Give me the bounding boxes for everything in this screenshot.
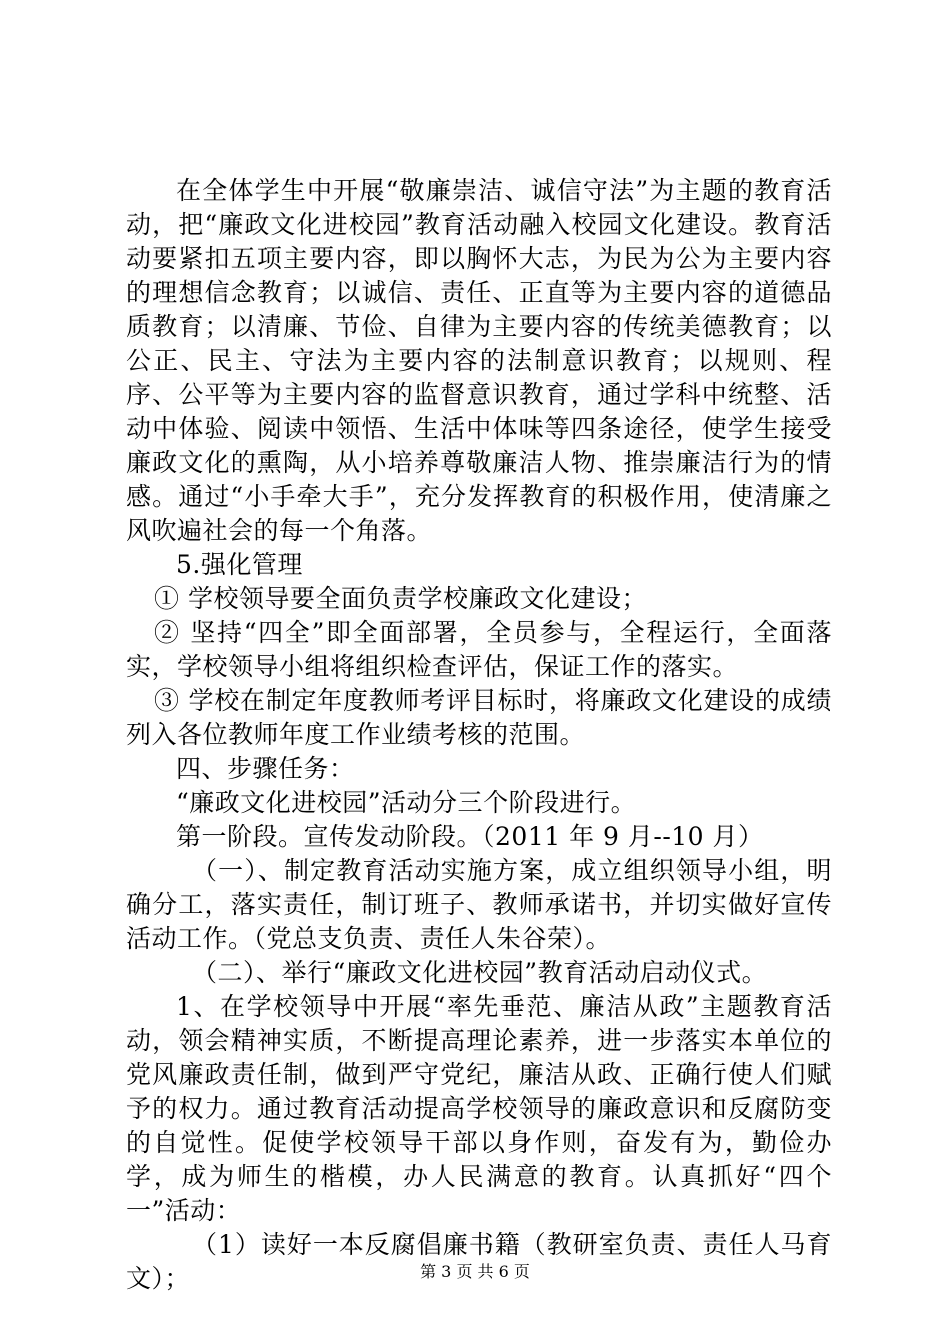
paragraph-read-book: （1）读好一本反腐倡廉书籍（教研室负责、责任人马育文）；	[126, 1230, 832, 1293]
list-item-1: ① 学校领导要全面负责学校廉政文化建设；	[154, 584, 647, 613]
document-body	[126, 174, 832, 1296]
list-item-3: ③ 学校在制定年度教师考评目标时，将廉政文化建设的成绩列入各位教师年度工作业绩考核的范围。	[126, 686, 832, 749]
paragraph-student-education: 在全体学生中开展“敬廉崇洁、诚信守法”为主题的教育活动，把“廉政文化进校园”教育活动融入校园文化建设。教育活动要紧扣五项主要内容，即以胸怀大志，为民为公为主要内容的理想信念教育；以诚信、责任、正直等为主要内容的道德品质教育；以清廉、节俭、自律为主要内容的传统美德教育；以公正、民主、守法为主要内容的法制意识教育；以规则、程序、公平等为主要内容的监督意识教育，通过学科中统整、活动中体验、阅读中领悟、生活中体味等四条途径，使学生接受廉政文化的熏陶，从小培养尊敬廉洁人物、推崇廉洁行为的情感。通过“小手牵大手”，充分发挥教育的积极作用，使清廉之风吹遍社会的每一个角落。	[126, 176, 832, 545]
page-footer: 第 3 页 共 6 页	[420, 1262, 530, 1281]
section-heading-steps: 四、步骤任务：	[176, 754, 355, 783]
paragraph-leader-education: 1、在学校领导中开展“率先垂范、廉洁从政”主题教育活动，领会精神实质，不断提高理论素养，进一步落实本单位的党风廉政责任制，做到严守党纪，廉洁从政、正确行使人们赋予的权力。通过教育活动提高学校领导的廉政意识和反腐防变的自觉性。促使学校领导干部以身作则，奋发有为，勤俭办学，成为师生的楷模，办人民满意的教育。认真抓好“四个一”活动：	[126, 992, 832, 1225]
stage-one-heading: 第一阶段。宣传发动阶段。（2011 年 9 月--10 月）	[176, 822, 764, 851]
paragraph-three-stages: “廉政文化进校园”活动分三个阶段进行。	[176, 788, 637, 817]
heading-strengthen-management: 5.强化管理	[176, 550, 303, 579]
list-item-2: ② 坚持“四全”即全面部署，全员参与，全程运行，全面落实，学校领导小组将组织检查评估，保证工作的落实。	[126, 618, 832, 681]
paragraph-stage-one-item-1: （一）、制定教育活动实施方案，成立组织领导小组，明确分工，落实责任，制订班子、教师承诺书，并切实做好宣传活动工作。（党总支负责、责任人朱谷荣）。	[126, 856, 832, 953]
paragraph-stage-one-item-2: （二）、举行“廉政文化进校园”教育活动启动仪式。	[192, 958, 768, 987]
